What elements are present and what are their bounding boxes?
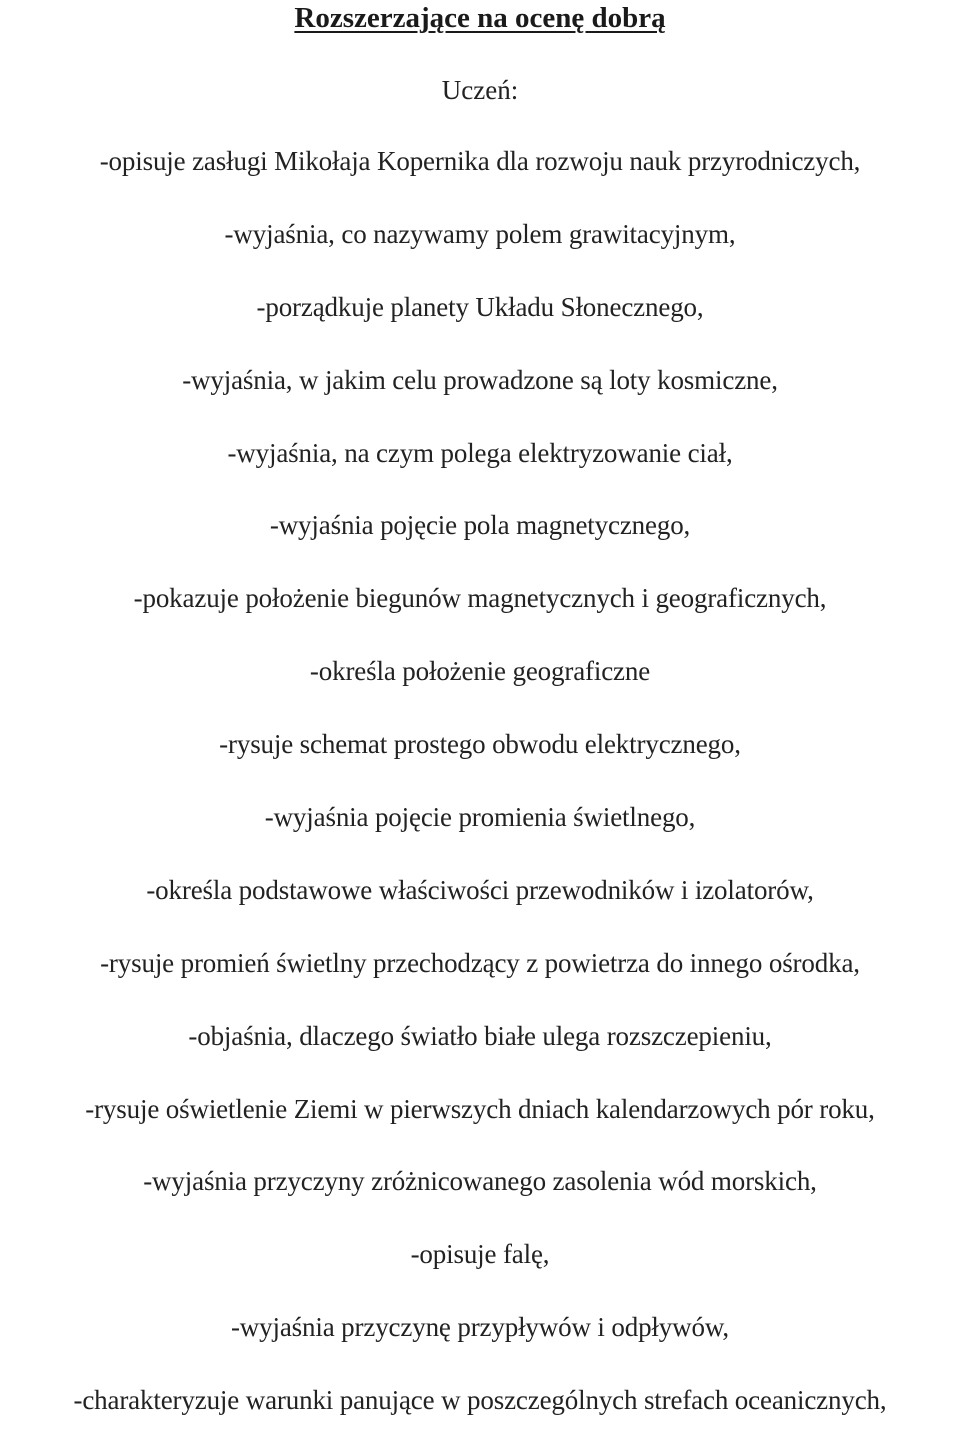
- list-item: -porządkuje planety Układu Słonecznego,: [256, 291, 704, 322]
- list-item: -określa podstawowe właściwości przewodników i izolatorów,: [146, 874, 814, 905]
- list-item: -opisuje zasługi Mikołaja Kopernika dla rozwoju nauk przyrodniczych,: [99, 146, 861, 176]
- list-item: -określa położenie geograficzne: [309, 656, 651, 687]
- student-label: Uczeń:: [441, 75, 519, 105]
- list-item: -wyjaśnia, na czym polega elektryzowanie ciał,: [227, 437, 733, 468]
- list-item: -charakteryzuje warunki panujące w poszczególnych strefach oceanicznych,: [73, 1385, 887, 1416]
- list-item: -wyjaśnia pojęcie promienia świetlnego,: [264, 802, 696, 833]
- list-item: -rysuje schemat prostego obwodu elektrycznego,: [219, 729, 741, 760]
- list-item: -wyjaśnia, w jakim celu prowadzone są loty kosmiczne,: [182, 364, 778, 395]
- document-title: Rozszerzające na ocenę dobrą: [294, 2, 666, 34]
- list-item: -wyjaśnia pojęcie pola magnetycznego,: [269, 510, 691, 541]
- list-item: -rysuje promień świetlny przechodzący z powietrza do innego ośrodka,: [100, 947, 860, 978]
- list-item: -wyjaśnia przyczynę przypływów i odpływów,: [230, 1312, 730, 1343]
- list-item: -wyjaśnia, co nazywamy polem grawitacyjnym,: [224, 218, 736, 249]
- list-item: -wyjaśnia przyczyny zróżnicowanego zasolenia wód morskich,: [143, 1166, 817, 1197]
- list-item: -objaśnia, dlaczego światło białe ulega rozszczepieniu,: [188, 1020, 772, 1051]
- list-item: -opisuje falę,: [410, 1239, 550, 1270]
- list-item: -rysuje oświetlenie Ziemi w pierwszych dniach kalendarzowych pór roku,: [85, 1093, 875, 1124]
- requirements-list: [0, 143, 960, 1455]
- list-item: -pokazuje położenie biegunów magnetycznych i geograficznych,: [133, 583, 827, 614]
